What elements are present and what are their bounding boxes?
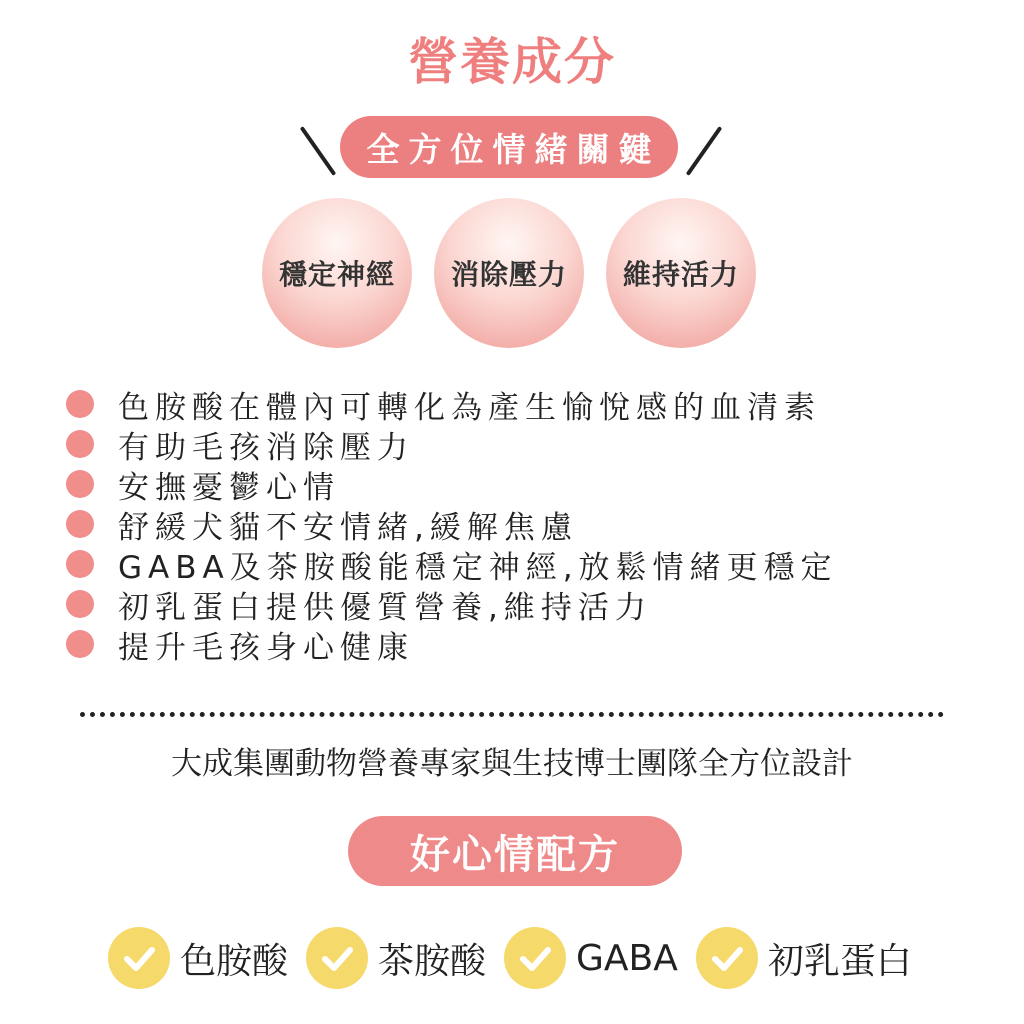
key-label-char: 全: [366, 129, 400, 169]
checkmark-icon: [108, 927, 170, 989]
list-item: [66, 464, 838, 504]
key-label-char: 情: [492, 129, 526, 169]
key-label-char: 鍵: [618, 129, 652, 169]
dot-icon: [66, 390, 94, 418]
dot-icon: [66, 590, 94, 618]
list-item-text: 有助毛孩消除壓力: [118, 429, 414, 466]
dot-icon: [66, 550, 94, 578]
list-item-text: 安撫憂鬱心情: [118, 469, 340, 506]
list-item: [66, 584, 838, 624]
dot-icon: [66, 510, 94, 538]
benefit-circle-stabilize-nerves: [262, 198, 412, 348]
page-title: 營養成分: [408, 33, 616, 91]
list-item: [66, 624, 838, 664]
credit-text: 大成集團動物營養專家與生技博士團隊全方位設計: [171, 746, 853, 782]
key-label-char: 位: [450, 129, 484, 169]
ingredient-label: 初乳蛋白: [767, 940, 912, 982]
checkmark-icon: [696, 927, 758, 989]
ingredient-list: [108, 926, 930, 990]
ingredient-label: GABA: [576, 937, 678, 979]
checkmark-icon: [504, 927, 566, 989]
benefit-label: 消除壓力: [450, 258, 567, 291]
list-item-text: 舒緩犬貓不安情緒,緩解焦慮: [118, 509, 578, 546]
checkmark-icon: [306, 927, 368, 989]
decorative-slash-left: [300, 126, 337, 176]
dot-icon: [66, 630, 94, 658]
dotted-divider: [80, 712, 944, 717]
key-label-pill: [340, 116, 678, 178]
key-label-char: 方: [408, 129, 442, 169]
ingredient-label: 茶胺酸: [378, 940, 487, 982]
benefit-circles: [262, 198, 762, 348]
ingredient-item: [696, 927, 912, 989]
list-item: [66, 384, 838, 424]
list-item-text: 初乳蛋白提供優質營養,維持活力: [118, 589, 652, 626]
list-item-text: 提升毛孩身心健康: [118, 629, 414, 666]
list-item: [66, 424, 838, 464]
dot-icon: [66, 470, 94, 498]
key-label-char: 緒: [534, 129, 568, 169]
benefit-label: 穩定神經: [278, 258, 395, 291]
bullet-list: [66, 384, 838, 664]
benefit-circle-relieve-stress: [434, 198, 584, 348]
list-item: [66, 504, 838, 544]
dot-icon: [66, 430, 94, 458]
benefit-label: 維持活力: [622, 258, 739, 291]
ingredient-item: [306, 927, 486, 989]
formula-badge: 好心情配方: [348, 816, 682, 886]
ingredient-item: [108, 927, 288, 989]
benefit-circle-maintain-vitality: [606, 198, 756, 348]
list-item-text: GABA及茶胺酸能穩定神經,放鬆情緒更穩定: [118, 549, 838, 586]
list-item-text: 色胺酸在體內可轉化為產生愉悅感的血清素: [118, 389, 821, 426]
key-label-char: 關: [576, 129, 610, 169]
key-label-banner: [340, 116, 678, 178]
decorative-slash-right: [686, 126, 723, 176]
ingredient-item: [504, 927, 678, 989]
ingredient-label: 色胺酸: [180, 940, 289, 982]
list-item: [66, 544, 838, 584]
